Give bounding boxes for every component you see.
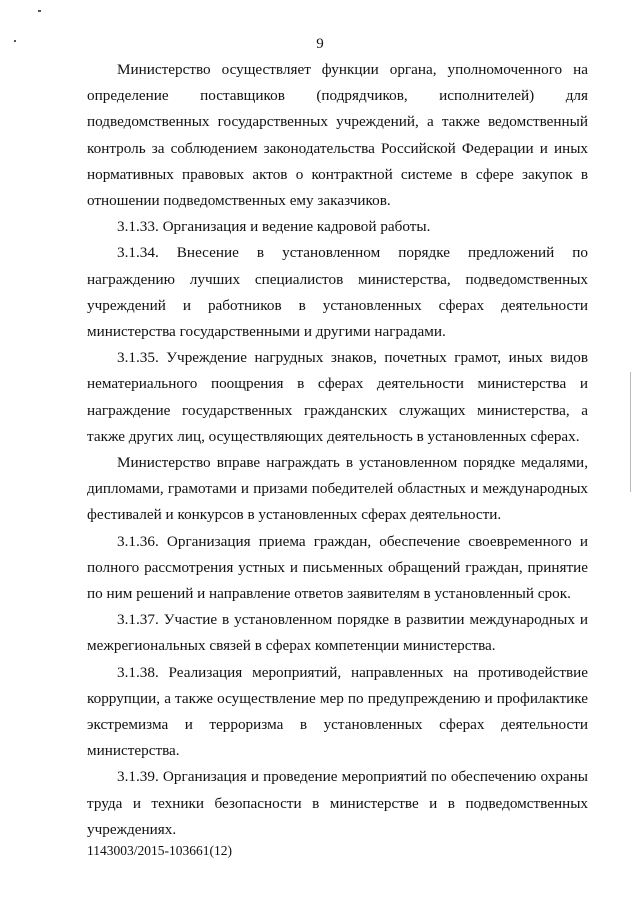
paragraph: Министерство осуществляет функции органа, уполномоченного на определение поставщиков (подрядчиков, исполнителей) для подведомственных государственных учреждений, а также ведомственный контроль за соблюдением законодательства Российской Федерации и иных нормативных правовых актов о контрактной системе в сфере закупок в отношении подведомственных ему заказчиков. xyxy=(87,61,588,210)
paragraph: 3.1.33. Организация и ведение кадровой работы. xyxy=(117,218,431,236)
paragraph: 3.1.35. Учреждение нагрудных знаков, почетных грамот, иных видов нематериального поощрения в сферах деятельности министерства и награждение государственных гражданских служащих министерства, а также других лиц, осуществляющих деятельность в установленных сферах. xyxy=(87,349,588,445)
paragraph: 3.1.37. Участие в установленном порядке в развитии международных и межрегиональных связей в сферах компетенции министерства. xyxy=(87,611,588,655)
paragraph: 3.1.36. Организация приема граждан, обеспечение своевременного и полного рассмотрения устных и письменных обращений граждан, принятие по ним решений и направление ответов заявителям в установленный срок. xyxy=(87,532,588,603)
page-number: 9 xyxy=(316,36,324,52)
scan-artifact-mark xyxy=(630,372,631,492)
scan-artifact-mark xyxy=(38,10,41,12)
paragraph: 3.1.39. Организация и проведение мероприятий по обеспечению охраны труда и техники безопасности в министерстве и в подведомственных учреждениях. xyxy=(87,768,588,838)
paragraph: 3.1.34. Внесение в установленном порядке предложений по награждению лучших специалистов министерства, подведомственных учреждений и работников в установленных сферах деятельности министерства государственными и другими наградами. xyxy=(87,244,588,341)
paragraph: 3.1.38. Реализация мероприятий, направленных на противодействие коррупции, а также осуществление мер по предупреждению и профилактике экстремизма и терроризма в установленных сферах деятельности министерства. xyxy=(87,663,588,760)
paragraph: Министерство вправе награждать в установленном порядке медалями, дипломами, грамотами и призами победителей областных и международных фестивалей и конкурсов в установленных сферах деятельности. xyxy=(87,454,588,524)
document-registration-code: 1143003/2015-103661(12) xyxy=(87,843,232,858)
document-body xyxy=(87,57,588,843)
